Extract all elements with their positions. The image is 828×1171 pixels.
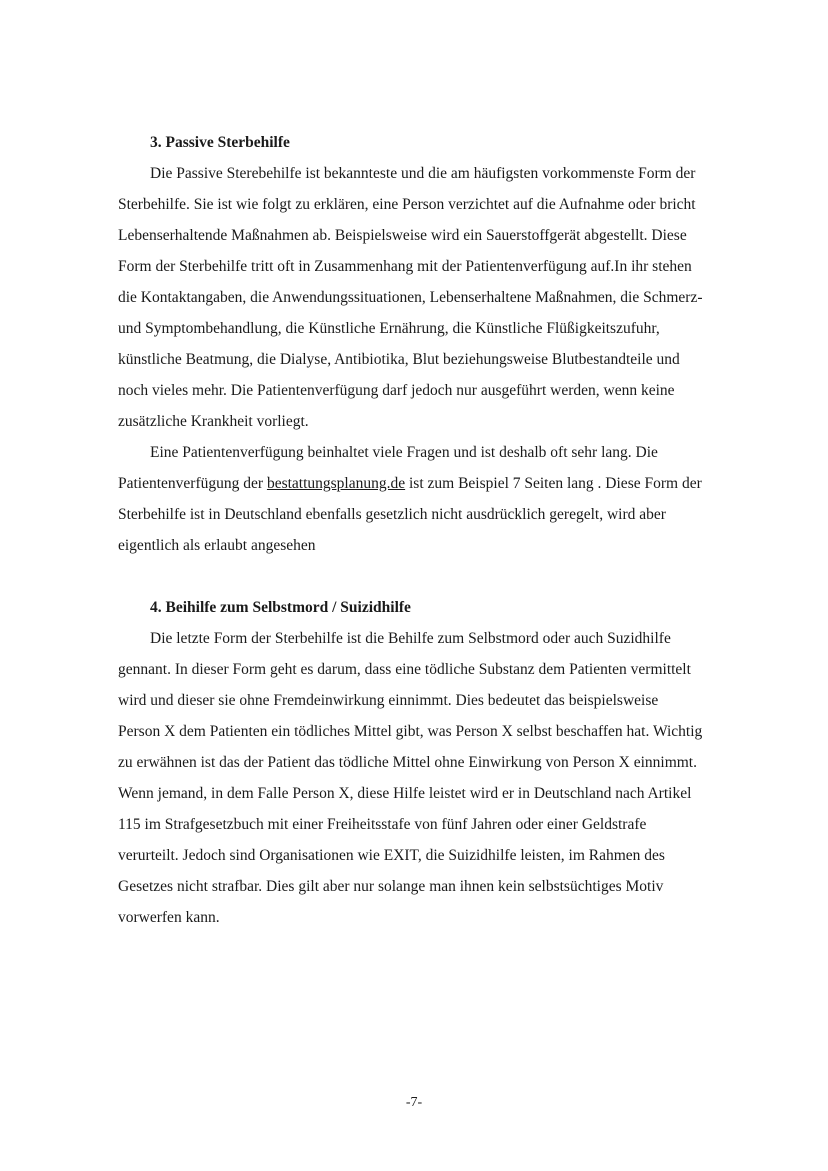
text-line: Die Passive Sterebehilfe ist bekannteste und die am häufigsten vorkommenste Form der	[150, 165, 696, 182]
paragraph	[118, 623, 758, 933]
page-number: -7-	[405, 1095, 423, 1110]
text-line: gennant. In dieser Form geht es darum, dass eine tödliche Substanz dem Patienten vermittelt	[118, 661, 691, 678]
text-line: Person X dem Patienten ein tödliches Mittel gibt, was Person X selbst beschaffen hat. Wichtig	[118, 723, 703, 740]
paragraph	[118, 158, 758, 437]
text-line: eigentlich als erlaubt angesehen	[118, 537, 316, 554]
text-line: zu erwähnen ist das der Patient das tödliche Mittel ohne Einwirkung von Person X einnimmt.	[118, 754, 697, 771]
text-line: die Kontaktangaben, die Anwendungssituationen, Lebenserhaltene Maßnahmen, die Schmerz-	[118, 289, 703, 306]
text-line: Wenn jemand, in dem Falle Person X, diese Hilfe leistet wird er in Deutschland nach Artikel	[118, 785, 692, 802]
text-fragment: Patientenverfügung der	[118, 475, 267, 492]
section-beihilfe-suizidhilfe	[118, 592, 758, 933]
text-line: Gesetzes nicht strafbar. Dies gilt aber nur solange man ihnen kein selbstsüchtiges Motiv	[118, 878, 664, 895]
text-line: Sterbehilfe. Sie ist wie folgt zu erklären, eine Person verzichtet auf die Aufnahme oder bricht	[118, 196, 696, 213]
section-heading: 3. Passive Sterbehilfe	[150, 134, 290, 151]
page-content	[118, 127, 758, 933]
text-line: Form der Sterbehilfe tritt oft in Zusammenhang mit der Patientenverfügung auf.In ihr stehen	[118, 258, 692, 275]
text-line: noch vieles mehr. Die Patientenverfügung darf jedoch nur ausgeführt werden, wenn keine	[118, 382, 675, 399]
text-line: Eine Patientenverfügung beinhaltet viele Fragen und ist deshalb oft sehr lang. Die	[150, 444, 658, 461]
text-line: wird und dieser sie ohne Fremdeinwirkung einnimmt. Dies bedeutet das beispielsweise	[118, 692, 659, 709]
text-line: vorwerfen kann.	[118, 909, 220, 926]
text-line: Die letzte Form der Sterbehilfe ist die Behilfe zum Selbstmord oder auch Suzidhilfe	[150, 630, 671, 647]
text-line	[118, 468, 758, 499]
text-fragment: ist zum Beispiel 7 Seiten lang . Diese Form der	[405, 475, 702, 492]
text-line: künstliche Beatmung, die Dialyse, Antibiotika, Blut beziehungsweise Blutbestandteile und	[118, 351, 680, 368]
text-line: Lebenserhaltende Maßnahmen ab. Beispielsweise wird ein Sauerstoffgerät abgestellt. Diese	[118, 227, 687, 244]
text-line: und Symptombehandlung, die Künstliche Ernährung, die Künstliche Flüßigkeitszufuhr,	[118, 320, 660, 337]
section-passive-sterbehilfe	[118, 127, 758, 561]
text-line: verurteilt. Jedoch sind Organisationen wie EXIT, die Suizidhilfe leisten, im Rahmen des	[118, 847, 665, 864]
bestattungsplanung-link[interactable]: bestattungsplanung.de	[266, 475, 406, 492]
paragraph	[118, 437, 758, 561]
section-heading: 4. Beihilfe zum Selbstmord / Suizidhilfe	[150, 599, 411, 616]
text-line: 115 im Strafgesetzbuch mit einer Freiheitsstafe von fünf Jahren oder einer Geldstrafe	[118, 816, 647, 833]
text-line: Sterbehilfe ist in Deutschland ebenfalls gesetzlich nicht ausdrücklich geregelt, wird aber	[118, 506, 666, 523]
text-line: zusätzliche Krankheit vorliegt.	[118, 413, 309, 430]
